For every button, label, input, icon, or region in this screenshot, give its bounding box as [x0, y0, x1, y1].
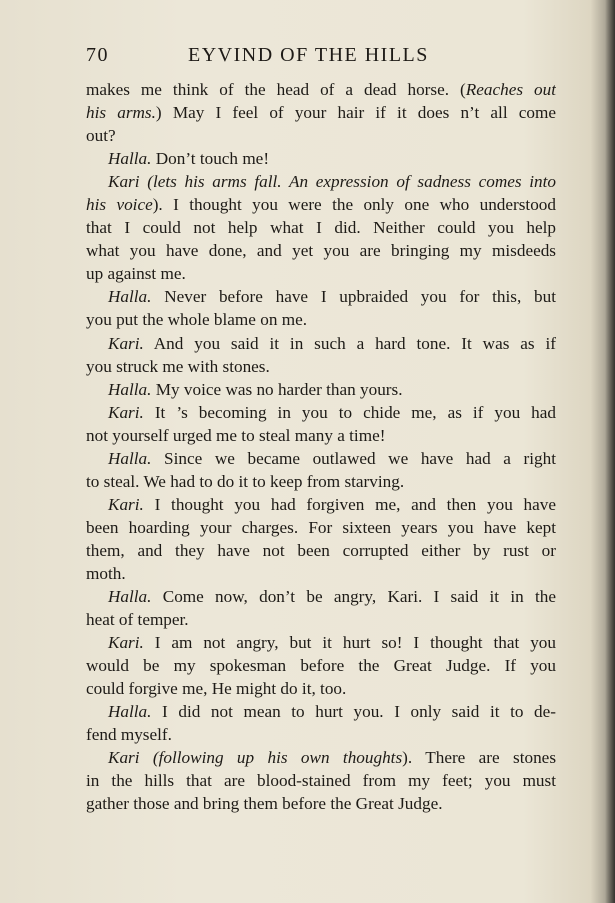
text-line: Kari. I am not angry, but it hurt so! I thought that you — [108, 633, 556, 653]
text-line: that I could not help what I did. Neither could you help — [86, 218, 556, 238]
page-header — [86, 44, 556, 70]
text-line: could forgive me, He might do it, too. — [86, 679, 347, 699]
text-line: moth. — [86, 563, 126, 583]
text-line: to steal. We had to do it to keep from starving. — [86, 471, 405, 491]
text-line: Halla. Never before have I upbraided you for this, but — [108, 287, 556, 307]
text-line: Halla. Since we became outlawed we have had a right — [108, 448, 556, 468]
text-line: Halla. Don’t touch me! — [108, 149, 270, 169]
text-line: Kari. I thought you had forgiven me, and then you have — [108, 494, 556, 514]
text-line: Kari. It ’s becoming in you to chide me, as if you had — [108, 402, 556, 422]
text-line: Halla. I did not mean to hurt you. I only said it to de- — [108, 702, 556, 722]
text-line: his arms.) May I feel of your hair if it does n’t all come — [86, 103, 556, 123]
text-line: heat of temper. — [86, 610, 189, 630]
text-line: them, and they have not been corrupted either by rust or — [86, 540, 556, 560]
text-line: what you have done, and yet you are bringing my misdeeds — [86, 241, 556, 261]
text-line: fend myself. — [86, 725, 172, 745]
text-line: gather those and bring them before the Great Judge. — [86, 794, 443, 814]
text-line: Halla. Come now, don’t be angry, Kari. I said it in the — [108, 587, 556, 607]
text-line: you put the whole blame on me. — [86, 310, 308, 330]
page-body — [86, 78, 556, 816]
text-line: makes me think of the head of a dead horse. (Reaches out — [86, 80, 556, 99]
text-line: not yourself urged me to steal many a time! — [86, 425, 386, 445]
text-line: Kari (lets his arms fall. An expression of sadness comes into — [108, 172, 556, 192]
text-line: his voice). I thought you were the only one who understood — [86, 195, 556, 215]
text-line: Halla. My voice was no harder than yours. — [108, 379, 403, 399]
text-line: you struck me with stones. — [86, 356, 270, 376]
text-line: up against me. — [86, 264, 186, 284]
text-line: Kari. And you said it in such a hard tone. It was as if — [108, 333, 556, 353]
text-line: would be my spokesman before the Great Judge. If you — [86, 656, 556, 676]
page-number: 70 — [86, 44, 109, 66]
text-line: been hoarding your charges. For sixteen years you have kept — [86, 517, 556, 537]
text-line: in the hills that are blood-stained from my feet; you must — [86, 771, 556, 791]
running-title: EYVIND OF THE HILLS — [188, 44, 429, 66]
spine-shadow — [605, 0, 615, 903]
text-line: Kari (following up his own thoughts). There are stones — [108, 748, 556, 768]
text-line: out? — [86, 126, 116, 146]
